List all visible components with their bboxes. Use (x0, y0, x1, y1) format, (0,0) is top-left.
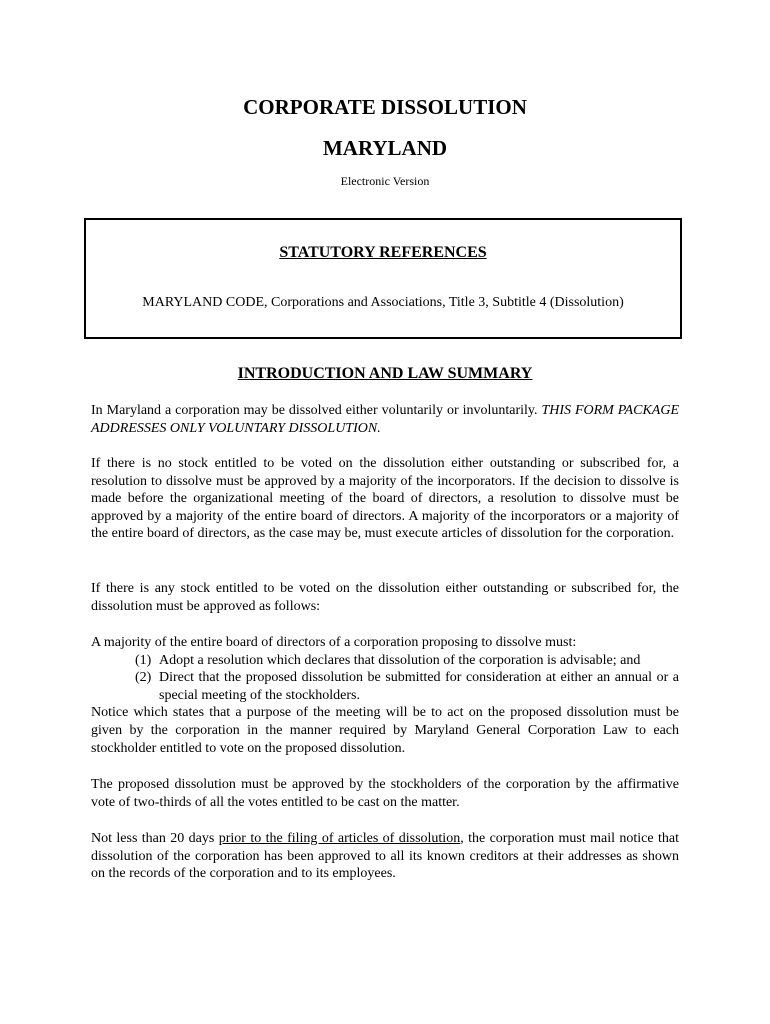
statutory-references-text: MARYLAND CODE, Corporations and Associations, Title 3, Subtitle 4 (Dissolution) (142, 295, 624, 310)
intro-paragraph-6-underlined: prior to the filing of articles of dissolution (218, 831, 461, 846)
list-item-text: Adopt a resolution which declares that dissolution of the corporation is advisable; and (159, 652, 641, 668)
list-item-text: Direct that the proposed dissolution be submitted for consideration at either an annual or a special meeting of the stockholders. (159, 670, 679, 703)
list-item-number: (2) (135, 670, 152, 686)
list-item (91, 652, 679, 670)
intro-paragraph-6 (91, 830, 679, 883)
notice-requirement-text: Notice which states that a purpose of the meeting will be to act on the proposed dissolution must be given by the corporation in the manner required by Maryland General Corporation Law to each stockholder entitled to vote on the proposed dissolution. (91, 705, 679, 756)
intro-paragraph-1-text: In Maryland a corporation may be dissolved either voluntarily or involuntarily. (91, 403, 542, 418)
intro-paragraph-6-end: , the corporation must mail notice that dissolution of the corporation has been approved to all its known creditors at their addresses as shown on the records of the corporation and to its employees. (91, 831, 679, 882)
intro-paragraph-1 (91, 402, 679, 437)
intro-paragraph-4 (91, 634, 679, 757)
intro-heading: INTRODUCTION AND LAW SUMMARY (237, 365, 533, 382)
list-item-number: (1) (135, 652, 152, 668)
intro-paragraph-3: If there is any stock entitled to be voted on the dissolution either outstanding or subscribed for, the dissolution must be approved as follows: (91, 581, 679, 614)
document-state: MARYLAND (322, 136, 448, 160)
intro-paragraph-5: The proposed dissolution must be approved by the stockholders of the corporation by the affirmative vote of two-thirds of all the votes entitled to be cast on the matter. (91, 777, 679, 810)
document-title: CORPORATE DISSOLUTION (243, 95, 527, 119)
list-item (91, 669, 679, 704)
intro-paragraph-1-emphasis: THIS FORM PACKAGE ADDRESSES ONLY VOLUNTARY DISSOLUTION. (91, 403, 679, 436)
intro-paragraph-2: If there is no stock entitled to be voted on the dissolution either outstanding or subscribed for, a resolution to dissolve must be approved by a majority of the incorporators. If the decision to dissolve is made before the organizational meeting of the board of directors, a resolution to dissolve must be approved by a majority of the entire board of directors. A majority of the incorporators or a majority of the entire board of directors, as the case may be, must execute articles of dissolution for the corporation. (91, 456, 679, 542)
intro-paragraph-6-start: Not less than 20 days (91, 831, 219, 846)
statutory-references-heading: STATUTORY REFERENCES (279, 244, 487, 261)
statutory-references-box (84, 218, 682, 339)
board-requirements-lead: A majority of the entire board of directors of a corporation proposing to dissolve must: (91, 635, 577, 650)
document-version: Electronic Version (340, 174, 430, 188)
